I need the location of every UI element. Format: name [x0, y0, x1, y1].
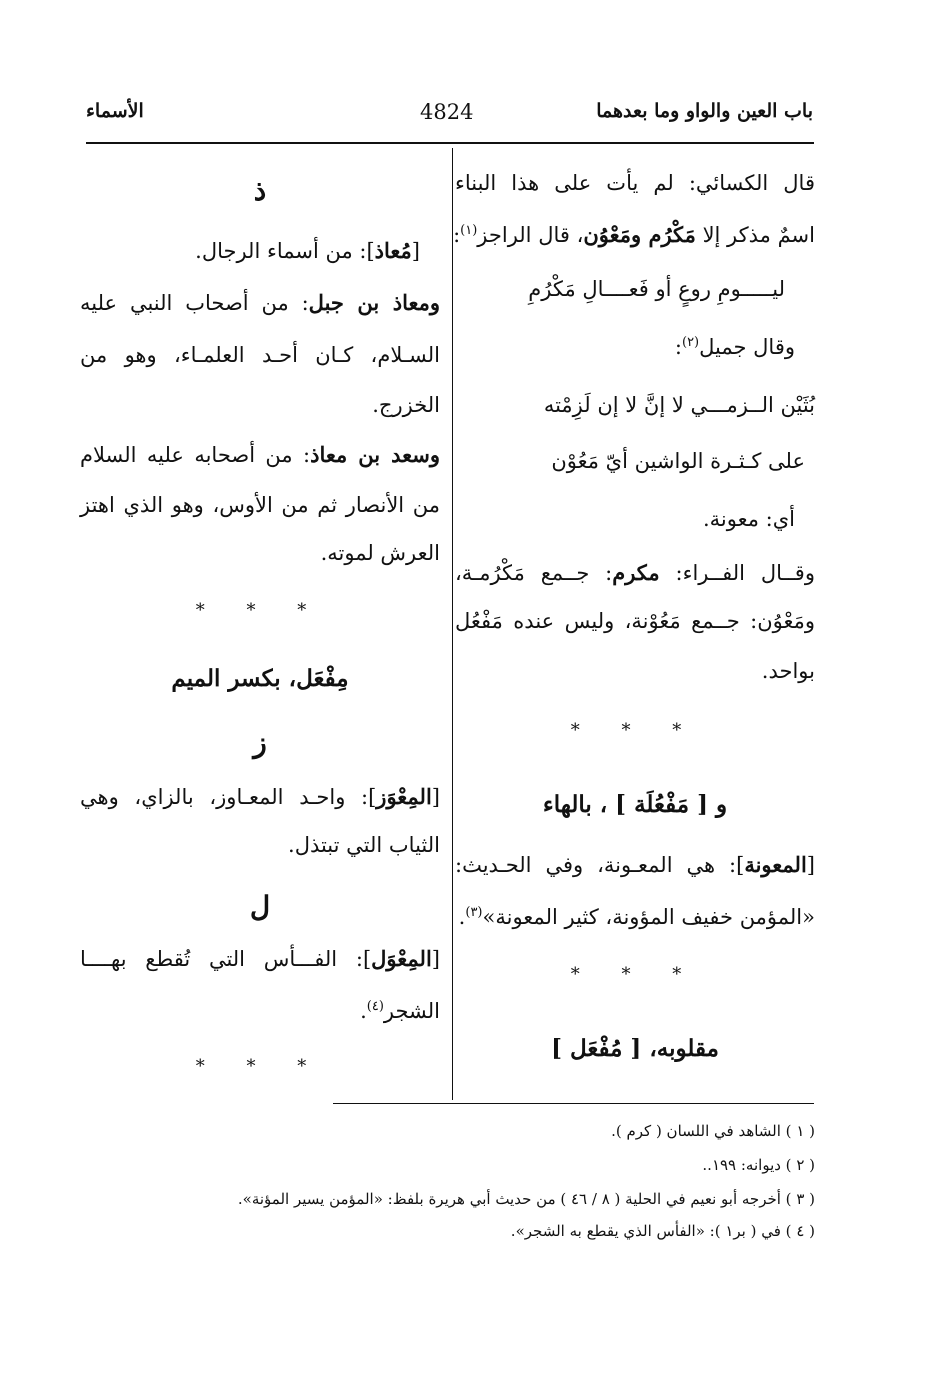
text-span: : من أصحابه عليه السلام — [80, 443, 311, 467]
footnote-ref[interactable]: (١) — [460, 223, 478, 238]
section-separator: * * * — [195, 600, 325, 621]
section-heading: مقلوبه، [ مُفْعَل ] — [551, 1035, 719, 1062]
footnote: ( ١ ) الشاهد في اللسان ( كرم ). — [611, 1122, 815, 1140]
column-divider — [452, 148, 453, 1100]
bold-term: مكرم — [612, 560, 660, 585]
paragraph-line — [80, 944, 440, 974]
paragraph-line — [80, 782, 440, 812]
header-rule — [86, 142, 814, 144]
footnote: ( ٣ ) أخرجه أبو نعيم في الحلية ( ٨ / ٤٦ ) من حديث أبي هريرة بلفظ: «المؤمن يسير المؤنة». — [237, 1190, 815, 1208]
bold-term: المِعْوَل — [371, 946, 432, 971]
text-span: ]: هي المعـونة، وفي الحـديث: — [455, 853, 745, 877]
paragraph-line: الثياب التي تبتذل. — [288, 833, 440, 857]
text-span: ]: من أسماء الرجال. — [195, 239, 375, 263]
letter-heading: ل — [249, 890, 271, 923]
text-span: : — [453, 223, 461, 247]
text-span: [ — [431, 947, 440, 971]
text-span: ، قال الراجز — [477, 223, 584, 247]
quote-text: «المؤمن خفيف المؤونة، كثير المعونة» — [482, 905, 815, 929]
text-span: الشجر — [383, 999, 440, 1023]
paragraph-line: أي: معونة. — [702, 507, 795, 531]
left-column — [80, 168, 440, 1098]
bold-term: وسعد بن معاذ — [310, 442, 440, 467]
paragraph-line — [455, 850, 815, 880]
page-number: 4824 — [420, 100, 474, 124]
paragraph-line — [455, 216, 815, 250]
text-span: ]: واحـد المعـاوز، بالزاي، وهي — [80, 785, 377, 809]
verse-line: على كـثـرة الواشين أيّ مَعُوْن — [551, 449, 805, 473]
footnote-ref[interactable]: (٢) — [681, 335, 700, 350]
text-span: وقــال الفــراء: — [659, 561, 815, 585]
text-span: [ — [431, 785, 440, 809]
paragraph-line: ومَعْوُن: جــمع مَعُوْنة، وليس عنده مَفْعُل — [455, 609, 815, 633]
bold-term: المِعْوَز — [376, 784, 432, 809]
footnote-ref[interactable]: (٣) — [465, 905, 483, 920]
paragraph-line — [195, 236, 420, 266]
section-separator: * * * — [570, 964, 700, 985]
paragraph-line — [80, 992, 440, 1026]
footnote: ( ٤ ) في ( بر١ ): «الفأس الذي يقطع به الشجر». — [510, 1222, 815, 1240]
section-separator: * * * — [195, 1056, 325, 1077]
paragraph-line: قال الكسائي: لم يأت على هذا البناء — [455, 171, 815, 195]
paragraph-line — [675, 328, 795, 362]
paragraph-line — [455, 558, 815, 588]
verse-line: بُثَيْن الــزمـــي لا إنَّ لا إن لَزِمْته — [543, 393, 815, 417]
right-column — [455, 168, 815, 1098]
text-span: وقال جميل — [699, 335, 795, 359]
verse-line: ليـــــومِ روعٍ أو فَعــــالِ مَكْرُمِ — [528, 277, 785, 301]
bold-term: المعونة — [744, 852, 807, 877]
text-span: : — [674, 335, 682, 359]
running-header-left: الأسماء — [86, 100, 144, 122]
section-heading: مِفْعَل، بكسر الميم — [171, 665, 349, 692]
text-span: اسمٌ مذكر إلا — [695, 223, 815, 247]
paragraph-line — [80, 288, 440, 318]
section-heading: و [ مَفْعُلَة ] ، بالهاء — [542, 791, 728, 818]
bold-term: ومعاذ بن جبل — [308, 290, 441, 315]
letter-heading: ز — [253, 726, 267, 759]
footnote-rule — [333, 1103, 814, 1104]
text-span: . — [458, 905, 466, 929]
text-span: : من أصحاب النبي عليه — [80, 291, 309, 315]
footnote: ( ٢ ) ديوانه: ١٩٩.. — [702, 1156, 815, 1174]
paragraph-line: بواحد. — [761, 659, 815, 683]
text-span: ]: الفـــأس التي تُقطع بهــــا — [80, 947, 372, 971]
text-span: . — [360, 999, 367, 1023]
section-separator: * * * — [570, 720, 700, 741]
running-header-right: باب العين والواو وما بعدهما — [596, 100, 813, 122]
paragraph-line: السـلام، كـان أحـد العلمـاء، وهو من — [80, 343, 440, 367]
footnote-ref[interactable]: (٤) — [366, 999, 384, 1014]
paragraph-line: الخزرج. — [372, 393, 440, 417]
paragraph-line: من الأنصار ثم من الأوس، وهو الذي اهتز — [80, 493, 440, 517]
text-span: [ — [411, 239, 420, 263]
text-span: [ — [806, 853, 815, 877]
letter-heading: ذ — [253, 174, 267, 207]
paragraph-line — [80, 440, 440, 470]
text-span: : جــمع مَكْرُمـة، — [455, 561, 613, 585]
paragraph-line: العرش لموته. — [320, 541, 440, 565]
paragraph-line — [455, 898, 815, 932]
bold-term: مُعاذ — [374, 238, 412, 263]
bold-term: مَكْرُم ومَعْوُن — [583, 222, 696, 247]
